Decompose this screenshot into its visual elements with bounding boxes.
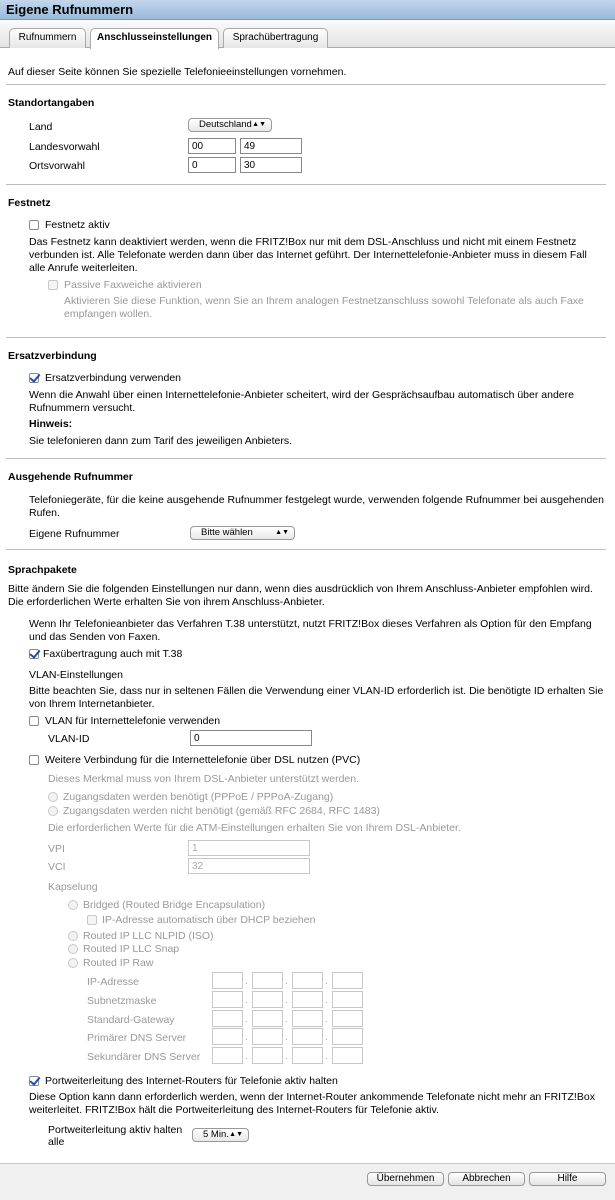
ip-separator: . [245, 995, 248, 1006]
routed-raw-radio[interactable] [68, 958, 78, 968]
vci-label: VCI [48, 861, 66, 873]
select-arrows-icon: ▲▼ [275, 529, 289, 536]
ip-octet-input[interactable] [332, 1047, 363, 1064]
routed-raw-label: Routed IP Raw [83, 957, 154, 969]
tab-sprachuebertragung[interactable]: Sprachübertragung [223, 28, 328, 48]
atm-note: Die erforderlichen Werte für die ATM-Einstellungen erhalten Sie von Ihrem DSL-Anbieter. [48, 822, 461, 834]
port-interval-select[interactable]: 5 Min. ▲▼ [192, 1128, 249, 1142]
divider [6, 549, 606, 550]
ip-separator: . [285, 995, 288, 1006]
festnetz-aktiv-label: Festnetz aktiv [45, 219, 110, 231]
divider [6, 337, 606, 338]
ausgehend-description: Telefoniegeräte, für die keine ausgehende Rufnummer festgelegt wurde, verwenden folgende Rufnummer bei ausgehenden Rufen. [29, 494, 604, 519]
portweiterleitung-label: Portweiterleitung des Internet-Routers für Telefonie aktiv halten [45, 1075, 338, 1087]
ip-octet-input[interactable] [252, 972, 283, 989]
ip-separator: . [245, 976, 248, 987]
hinweis-text: Sie telefonieren dann zum Tarif des jeweiligen Anbieters. [29, 435, 293, 447]
sekundaerer-dns-label: Sekundärer DNS Server [87, 1051, 201, 1063]
ip-separator: . [245, 1014, 248, 1025]
ip-separator: . [285, 976, 288, 987]
port-interval-label: Portweiterleitung aktiv halten alle [48, 1124, 183, 1148]
standard-gateway-label: Standard-Gateway [87, 1014, 175, 1026]
ip-octet-input[interactable] [252, 1047, 283, 1064]
eigene-rufnummer-select[interactable]: Bitte wählen ▲▼ [190, 526, 295, 540]
landesvorwahl-label: Landesvorwahl [29, 141, 100, 153]
t38-description: Wenn Ihr Telefonieanbieter das Verfahren T.38 unterstützt, nutzt FRITZ!Box dieses Verfahren als Option für den Empfang und das Senden von Faxen. [29, 618, 592, 643]
vlan-description: Bitte beachten Sie, dass nur in seltenen Fällen die Verwendung einer VLAN-ID erforderlich ist. Die benötigte ID erhalten Sie von Ihrem Internetanbieter. [29, 685, 604, 710]
intro-text: Auf dieser Seite können Sie spezielle Telefonieeinstellungen vornehmen. [8, 66, 347, 78]
ip-separator: . [285, 1051, 288, 1062]
ip-octet-input[interactable] [332, 1028, 363, 1045]
ip-octet-input[interactable] [212, 1028, 243, 1045]
ip-octet-input[interactable] [252, 1010, 283, 1027]
ip-adresse-label: IP-Adresse [87, 976, 139, 988]
ip-octet-input[interactable] [292, 972, 323, 989]
select-arrows-icon: ▲▼ [252, 121, 266, 128]
ip-separator: . [285, 1032, 288, 1043]
ip-separator: . [325, 976, 328, 987]
vlan-checkbox[interactable] [29, 716, 39, 726]
ip-separator: . [325, 995, 328, 1006]
section-ausgehende-rufnummer: Ausgehende Rufnummer [8, 471, 133, 483]
ip-octet-input[interactable] [292, 1010, 323, 1027]
bridged-label: Bridged (Routed Bridge Encapsulation) [83, 899, 266, 911]
llc-snap-label: Routed IP LLC Snap [83, 943, 180, 955]
zugang-benoetigt-radio[interactable] [48, 792, 58, 802]
ip-octet-input[interactable] [332, 991, 363, 1008]
ip-separator: . [245, 1051, 248, 1062]
tab-anschlusseinstellungen[interactable]: Anschlusseinstellungen [90, 28, 219, 49]
ip-octet-input[interactable] [252, 1028, 283, 1045]
llc-snap-radio[interactable] [68, 944, 78, 954]
ip-octet-input[interactable] [292, 991, 323, 1008]
ip-octet-input[interactable] [292, 1047, 323, 1064]
vci-input[interactable] [188, 858, 310, 874]
ip-octet-input[interactable] [212, 972, 243, 989]
ersatzverbindung-checkbox[interactable] [29, 373, 39, 383]
zugang-benoetigt-label: Zugangsdaten werden benötigt (PPPoE / PPPoA-Zugang) [63, 791, 334, 803]
pvc-label: Weitere Verbindung für die Internettelefonie über DSL nutzen (PVC) [45, 754, 361, 766]
vlan-heading: VLAN-Einstellungen [29, 669, 123, 681]
landesvorwahl-prefix-input[interactable] [188, 138, 236, 154]
section-sprachpakete: Sprachpakete [8, 564, 77, 576]
vlan-id-label: VLAN-ID [48, 733, 90, 745]
ip-octet-input[interactable] [212, 991, 243, 1008]
passive-faxweiche-checkbox[interactable] [48, 280, 58, 290]
ip-octet-input[interactable] [292, 1028, 323, 1045]
portweiterleitung-checkbox[interactable] [29, 1076, 39, 1086]
llc-nlpid-radio[interactable] [68, 931, 78, 941]
help-button[interactable]: Hilfe [529, 1172, 606, 1186]
kapselung-label: Kapselung [48, 881, 98, 893]
section-festnetz: Festnetz [8, 197, 51, 209]
zugang-nicht-benoetigt-label: Zugangsdaten werden nicht benötigt (gemäß RFC 2684, RFC 1483) [63, 805, 380, 817]
window-title: Eigene Rufnummern [0, 0, 615, 20]
ip-separator: . [325, 1051, 328, 1062]
sprachpakete-description: Bitte ändern Sie die folgenden Einstellungen nur dann, wenn dies ausdrücklich von Ihrem Anschluss-Anbieter empfohlen wird. Die erforderlichen Werte erhalten Sie von ihrem Anschluss-Anbieter. [8, 583, 593, 608]
section-ersatzverbindung: Ersatzverbindung [8, 350, 97, 362]
ip-octet-input[interactable] [332, 972, 363, 989]
vpi-input[interactable] [188, 840, 310, 856]
ip-separator: . [285, 1014, 288, 1025]
cancel-button[interactable]: Abbrechen [448, 1172, 525, 1186]
ortsvorwahl-prefix-input[interactable] [188, 157, 236, 173]
hinweis-label: Hinweis: [29, 418, 73, 430]
t38-checkbox[interactable] [29, 649, 39, 659]
primaerer-dns-label: Primärer DNS Server [87, 1032, 187, 1044]
landesvorwahl-input[interactable] [240, 138, 302, 154]
faxweiche-description: Aktivieren Sie diese Funktion, wenn Sie an Ihrem analogen Festnetzanschluss sowohl Telefonate als auch Faxe empfangen wollen. [64, 295, 584, 320]
eigene-rufnummer-label: Eigene Rufnummer [29, 528, 120, 540]
land-label: Land [29, 121, 53, 133]
divider [6, 184, 606, 185]
ip-octet-input[interactable] [212, 1047, 243, 1064]
pvc-note: Dieses Merkmal muss von Ihrem DSL-Anbieter unterstützt werden. [48, 773, 360, 785]
dhcp-label: IP-Adresse automatisch über DHCP beziehen [102, 914, 316, 926]
tab-rufnummern[interactable]: Rufnummern [9, 28, 86, 48]
ortsvorwahl-input[interactable] [240, 157, 302, 173]
vpi-label: VPI [48, 843, 65, 855]
bridged-radio[interactable] [68, 900, 78, 910]
llc-nlpid-label: Routed IP LLC NLPID (ISO) [83, 930, 214, 942]
festnetz-description: Das Festnetz kann deaktiviert werden, wenn die FRITZ!Box nur mit dem DSL-Anschluss und nicht mit einem Festnetz verbunden ist. Alle Telefonate werden dann über das Internet geführt. Der Internettelefonie-Anbieter muss in diesem Fall alle Anrufe weiterleiten. [29, 236, 587, 274]
ip-octet-input[interactable] [332, 1010, 363, 1027]
subnetzmaske-label: Subnetzmaske [87, 995, 157, 1007]
pvc-checkbox[interactable] [29, 755, 39, 765]
t38-label: Faxübertragung auch mit T.38 [43, 648, 183, 660]
ortsvorwahl-label: Ortsvorwahl [29, 160, 86, 172]
festnetz-aktiv-checkbox[interactable] [29, 220, 39, 230]
zugang-nicht-benoetigt-radio[interactable] [48, 806, 58, 816]
vlan-checkbox-label: VLAN für Internettelefonie verwenden [45, 715, 221, 727]
apply-button[interactable]: Übernehmen [367, 1172, 444, 1186]
ip-separator: . [325, 1032, 328, 1043]
ip-separator: . [245, 1032, 248, 1043]
ip-octet-input[interactable] [212, 1010, 243, 1027]
ersatzverbindung-description: Wenn die Anwahl über einen Internettelefonie-Anbieter scheitert, wird der Gesprächsaufbau automatisch über andere Rufnummern versucht. [29, 389, 574, 414]
divider [6, 458, 606, 459]
dhcp-checkbox[interactable] [87, 915, 97, 925]
passive-faxweiche-label: Passive Faxweiche aktivieren [64, 279, 202, 291]
vlan-id-input[interactable] [190, 730, 312, 746]
divider [6, 84, 606, 85]
land-select[interactable]: Deutschland ▲▼ [188, 118, 272, 132]
ip-separator: . [325, 1014, 328, 1025]
select-arrows-icon: ▲▼ [229, 1131, 243, 1138]
portweiterleitung-description: Diese Option kann dann erforderlich werden, wenn der Internet-Router ankommende Telefonate nicht mehr an FRITZ!Box weiterleitet. FRITZ!Box hält die Portweiterleitung des Internet-Routers für Telefonie aktiv. [29, 1091, 595, 1116]
ersatzverbindung-label: Ersatzverbindung verwenden [45, 372, 181, 384]
ip-octet-input[interactable] [252, 991, 283, 1008]
section-standortangaben: Standortangaben [8, 97, 95, 109]
